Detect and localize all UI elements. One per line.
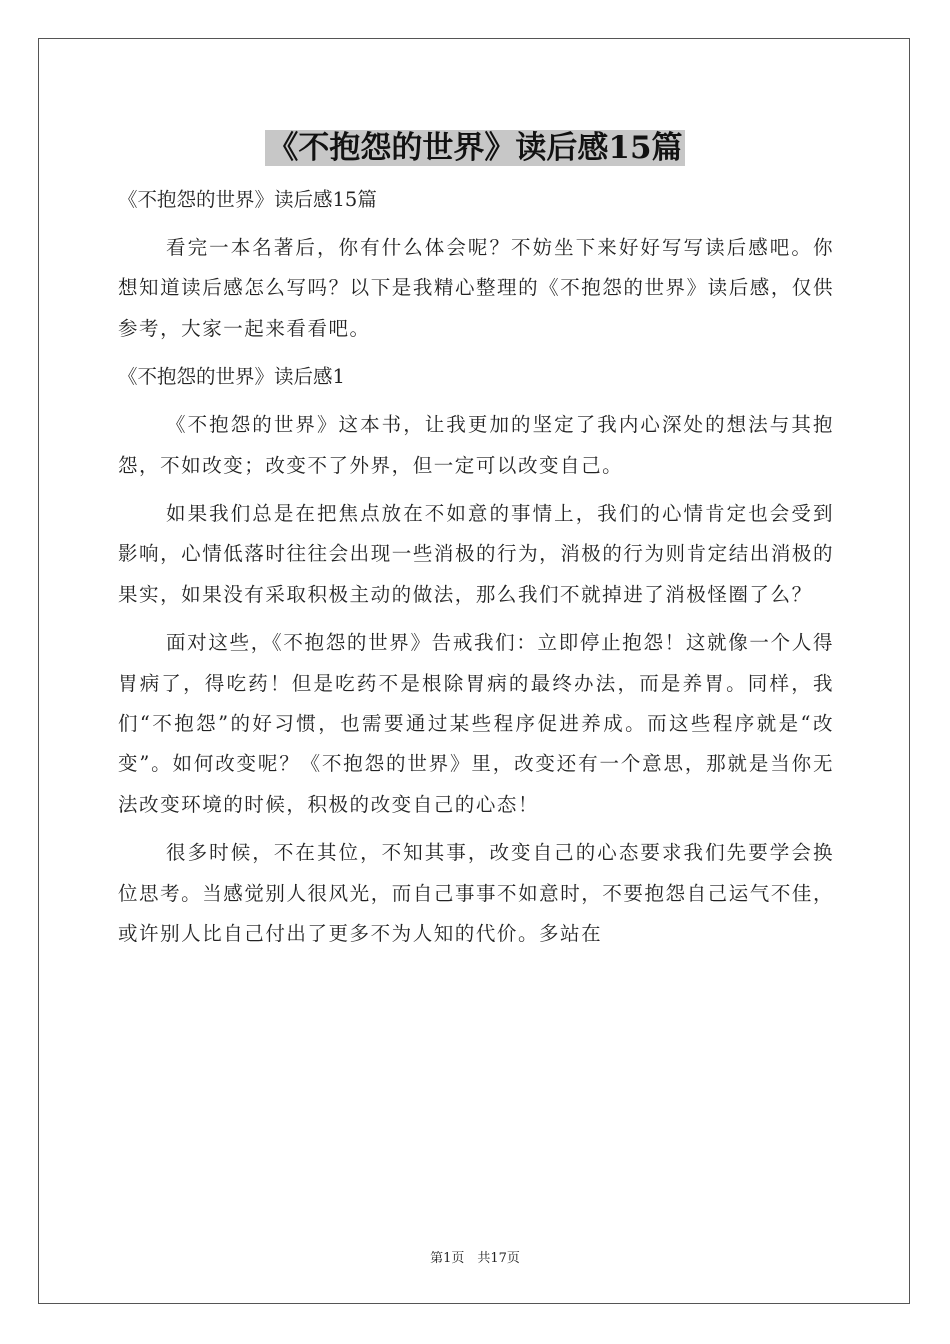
body-paragraph: 如果我们总是在把焦点放在不如意的事情上，我们的心情肯定也会受到影响，心情低落时往往会出现一些消极的行为，消极的行为则肯定结出消极的果实，如果没有采取积极主动的做法，那么我们不就掉进了消极怪圈了么？: [118, 502, 834, 606]
section-heading: 《不抱怨的世界》读后感15篇: [118, 188, 377, 211]
body-paragraph: 看完一本名著后，你有什么体会呢？不妨坐下来好好写写读后感吧。你想知道读后感怎么写吗？以下是我精心整理的《不抱怨的世界》读后感，仅供参考，大家一起来看看吧。: [118, 236, 834, 340]
body-paragraph: 很多时候，不在其位，不知其事，改变自己的心态要求我们先要学会换位思考。当感觉别人很风光，而自己事事不如意时，不要抱怨自己运气不佳，或许别人比自己付出了更多不为人知的代价。多站在: [118, 841, 834, 946]
body-paragraph: 面对这些，《不抱怨的世界》告戒我们：立即停止抱怨！这就像一个人得胃病了，得吃药！但是吃药不是根除胃病的最终办法，而是养胃。同样，我们“不抱怨”的好习惯，也需要通过某些程序促进养成。而这些程序就是“改变”。如何改变呢？《不抱怨的世界》里，改变还有一个意思，那就是当你无法改变环境的时候，积极的改变自己的心态！: [118, 631, 834, 816]
page-footer: 第1页 共17页: [430, 1251, 520, 1266]
document-title-text: 《不抱怨的世界》读后感15篇: [267, 130, 683, 166]
document-title: [0, 127, 950, 169]
section-heading: 《不抱怨的世界》读后感1: [118, 365, 345, 389]
body-paragraph: 《不抱怨的世界》这本书，让我更加的坚定了我内心深处的想法与其抱怨，不如改变；改变不了外界，但一定可以改变自己。: [118, 413, 834, 477]
document-body: [118, 180, 834, 963]
